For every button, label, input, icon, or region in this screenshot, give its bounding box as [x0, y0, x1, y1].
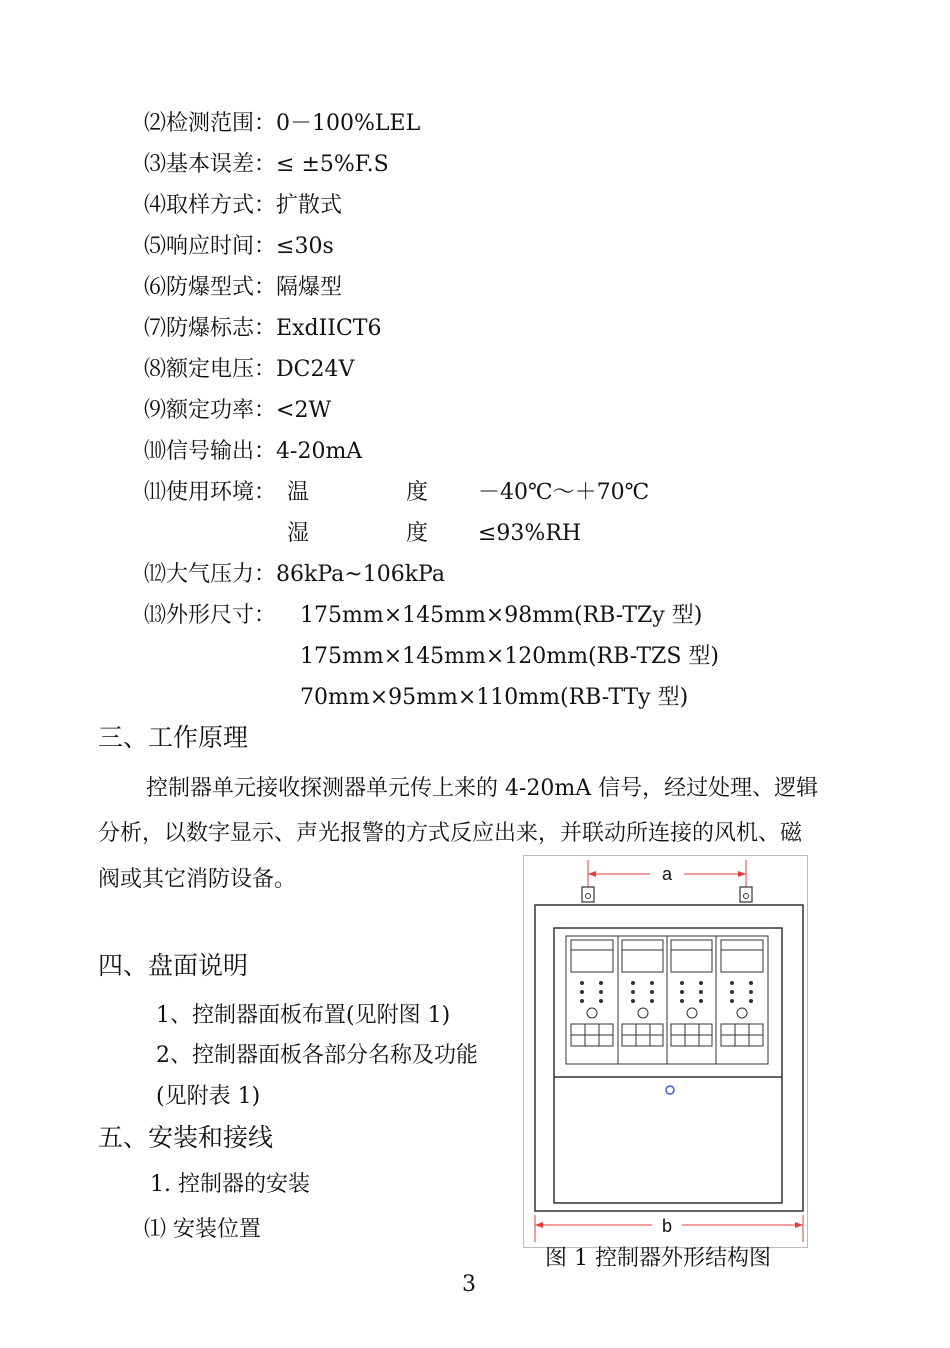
- section-heading: 四、盘面说明: [98, 951, 249, 980]
- dimension-a-label: a: [661, 864, 673, 884]
- spec-label: ⑻额定电压：: [144, 357, 277, 382]
- spec-value: <2W: [276, 398, 332, 423]
- spec-label: ⑽信号输出：: [144, 439, 277, 464]
- spec-label: ⑷取样方式：: [144, 193, 277, 218]
- env-temp-value: －40℃～＋70℃: [478, 480, 650, 505]
- spec-label: ⑶基本误差：: [144, 152, 277, 177]
- spec-value: ≤30s: [276, 234, 334, 259]
- spec-value: ≤ ±5%F.S: [276, 152, 389, 177]
- spec-item: [144, 437, 362, 467]
- paragraph-line: 分析，以数字显示、声光报警的方式反应出来，并联动所连接的风机、磁: [98, 821, 803, 846]
- env-temp-name: 温: [287, 480, 310, 505]
- env-temp-unit: 度: [406, 480, 429, 505]
- spec-value: 0－100%LEL: [276, 111, 421, 136]
- spec-label: ⑸响应时间：: [144, 234, 277, 259]
- dims-label: ⒀外形尺寸：: [144, 603, 277, 628]
- spec-label: ⑵检测范围：: [144, 111, 277, 136]
- spec-item: [144, 150, 389, 180]
- env-label: ⑾使用环境：: [144, 480, 277, 505]
- env-hum-unit: 度: [406, 521, 429, 546]
- spec-value: DC24V: [276, 357, 355, 382]
- spec-item: [144, 232, 334, 262]
- list-item: ⑴ 安装位置: [144, 1217, 261, 1242]
- dims-line: 175mm×145mm×98mm(RB-TZy 型): [300, 603, 703, 628]
- list-item: 1、控制器面板布置(见附图 1): [156, 1003, 451, 1028]
- controller-outline-figure: [523, 855, 808, 1248]
- spec-value: 4-20mA: [276, 439, 363, 464]
- env-hum-name: 湿: [287, 521, 310, 546]
- spec-item: [144, 191, 342, 221]
- spec-value: 扩散式: [276, 193, 343, 218]
- spec-item: [144, 109, 420, 139]
- spec-label: ⑼额定功率：: [144, 398, 277, 423]
- spec-label: ⑹防爆型式：: [144, 275, 277, 300]
- spec-label: ⑺防爆标志：: [144, 316, 277, 341]
- spec-label: ⑿大气压力：: [144, 562, 277, 587]
- paragraph-line: 控制器单元接收探测器单元传上来的 4-20mA 信号，经过处理、逻辑: [146, 776, 819, 801]
- spec-value: 86kPa~106kPa: [276, 562, 445, 587]
- dims-line: 175mm×145mm×120mm(RB-TZS 型): [300, 644, 719, 669]
- spec-value: ExdIICT6: [276, 316, 382, 341]
- dimension-b-label: b: [661, 1216, 673, 1236]
- list-item: 2、控制器面板各部分名称及功能: [156, 1043, 478, 1068]
- controller-drawing: [524, 856, 807, 1247]
- section-heading: 五、安装和接线: [98, 1123, 274, 1152]
- spec-value: 隔爆型: [276, 275, 343, 300]
- section-heading: 三、工作原理: [98, 723, 249, 752]
- figure-caption: 图 1 控制器外形结构图: [545, 1246, 771, 1271]
- list-item: (见附表 1): [156, 1084, 261, 1109]
- spec-item: [144, 355, 354, 385]
- spec-item: [144, 396, 331, 426]
- dims-line: 70mm×95mm×110mm(RB-TTy 型): [300, 685, 689, 710]
- spec-item: [144, 560, 445, 590]
- paragraph-line: 阀或其它消防设备。: [98, 867, 297, 892]
- spec-item: [144, 314, 381, 344]
- list-item: 1. 控制器的安装: [150, 1172, 310, 1197]
- env-hum-value: ≤93%RH: [478, 521, 582, 546]
- page-number: 3: [462, 1272, 476, 1297]
- spec-item: [144, 273, 342, 303]
